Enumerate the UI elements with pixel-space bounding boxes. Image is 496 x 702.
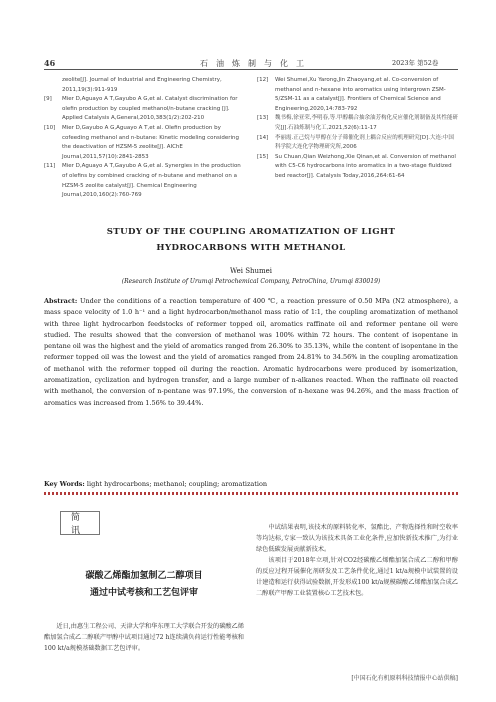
keywords-text: light hydrocarbons; methanol; coupling; aromatization [86, 480, 268, 488]
abstract-text: Under the conditions of a reaction temperature of 400 ℃, a reaction pressure of 0.50 MPa (N2 atmosphere), a mass space velocity of 1.0 h⁻¹ and a light hydrocarbon/methanol mass ratio of 1∶1, the coupling aromatization of methanol with three light hydrocarbon feedstocks of reformer topped oil, aromatics raffinate oil and reformer pentane oil were studied. The results showed that the conversion of methanol was 100% within 72 hours. The content of isopentane in pentane oil was the highest and the yield of aromatics ranged from 26.30% to 35.13%, while the content of isopentane in the reformer topped oil was the lowest and the yield of aromatics ranged from 24.81% to 34.56% in the coupling aromatization of methanol with the reformer topped oil during the reaction. Aromatic hydrocarbons were produced by isomerization, aromatization, cyclization and hydrogen transfer, and a large number of n-alkanes reacted. When the raffinate oil reacted with methanol, the conversion of n-pentane was 97.19%, the conversion of n-hexane was 94.26%, and the mass fraction of aromatics was increased from 1.56% to 39.44%. [44, 297, 459, 407]
journal-name: 石油炼制与化工 [200, 59, 312, 68]
news-headline-line2: 通过中试考核和工艺包评审 [89, 588, 198, 598]
issue-info: 2023年 第52卷 [392, 59, 439, 67]
reference-text: Mier D,Gayubo A G,Aguayo A T,et al. Olefin production by cofeeding methanol and n-butane: Kinetic modeling considering the deactivation of HZSM-5 zeolite[J]. AIChE Journal,2011,57(10):2841-2853 [62, 124, 240, 160]
reference-number: [11] [44, 163, 56, 170]
reference-item [257, 134, 459, 153]
reference-text: Mier D,Aguayo A T,Gayubo A G,et al. Catalyst discrimination for olefin production by coupled methanol/n-butane cracking [J]. Applied Catalysis A,General,2010,383(1/2):202-210 [62, 96, 238, 122]
reference-text: Mier D,Aguayo A T,Gayubo A G,et al. Synergies in the production of olefins by combined cracking of n-butane and methanol on a HZSM-5 zeolite catalyst[J]. Chemical Engineering Journal,2010,160(2):760-769 [62, 163, 241, 199]
reference-number: [15] [257, 153, 269, 160]
english-title-line1: STUDY OF THE COUPLING AROMATIZATION OF LIGHT [106, 227, 396, 237]
page-number: 46 [44, 58, 56, 68]
reference-item [44, 76, 246, 95]
reference-text: 魏书梅,徐亚荣,李明春,等.甲醇耦合抽余油芳构化反应催化剂制备及其性能研究[J].石油炼制与化工,2021,52(6):11-17 [275, 115, 458, 131]
reference-item [257, 114, 459, 133]
news-paragraph-2: 该项目于2018年立项,针对CO2经碳酸乙烯酯加氢合成乙二醇和甲醇的反应过程开展催化剂研发及工艺条件优化,通过1 kt/a规模中试装置的设计建造和运行获得试验数据,开发形成100 kt/a规模碳酸乙烯酯加氢合成乙二醇联产甲醇工业装置核心工艺技术包。 [256, 557, 458, 597]
reference-number: [13] [257, 115, 269, 122]
reference-text: zeolite[J]. Journal of Industrial and Engineering Chemistry, 2011,19(3):911-919 [62, 77, 222, 93]
reference-text: Su Chuan,Qian Weizhong,Xie Qinan,et al. Conversion of methanol with C5-C6 hydrocarbons into aromatics in a two-stage fluidized bed reactor[J]. Catalysis Today,2016,264:61-64 [275, 153, 456, 179]
news-headline-line1: 碳酸乙烯酯加氢制乙二醇项目 [85, 571, 203, 581]
decorative-divider [44, 492, 458, 495]
reference-item [257, 153, 459, 182]
news-body-left: 近日,由惠生工程公司、天津大学和华东理工大学联合开发的碳酸乙烯酯加氢合成乙二醇联产甲醇中试项目通过72 h连续满负荷运行性能考核和100 kt/a规模基础数据工艺包评审。 [44, 623, 244, 652]
reference-text: 李丽霞.正己烷与甲醇在分子筛催化剂上耦合反应的机理研究[D].大连:中国科学院大连化学物理研究所,2006 [275, 134, 454, 151]
reference-number: [12] [257, 77, 269, 83]
english-title-line2: HYDROCARBONS WITH METHANOL [156, 243, 346, 253]
keywords-label: Key Words: [44, 480, 85, 488]
reference-number: [9] [44, 96, 52, 103]
abstract-label: Abstract: [44, 297, 78, 305]
abstract [44, 296, 458, 409]
reference-item [44, 95, 246, 124]
keywords [44, 480, 458, 488]
reference-number: [10] [44, 124, 56, 131]
news-source: [中国石化有机原料科技情报中心站供稿] [351, 675, 458, 682]
news-paragraph-1: 中试结果表明,该技术的原料转化率、氢酯比、产物选择性和时空收率等均达标,专家一致认为该技术具备工业化条件,应加快新技术推广,为行业绿色低碳发展贡献新技术。 [256, 524, 458, 553]
reference-item [257, 76, 459, 114]
reference-number: [14] [257, 134, 269, 141]
news-body-right [256, 522, 458, 599]
references-left-column [44, 76, 246, 201]
author-affiliation: (Research Institute of Urumqi Petrochemical Company, PetroChina, Urumqi 830019) [121, 278, 381, 285]
author-name: Wei Shumei [229, 267, 273, 275]
reference-item [44, 124, 246, 162]
reference-item [44, 162, 246, 200]
header-rule [44, 69, 458, 70]
news-box-label: 简讯 [60, 511, 100, 535]
reference-text: Wei Shumei,Xu Yarong,Jin Zhaoyang,et al. Co-conversion of methanol and n-hexane into aromatics using intergrown ZSM-5/ZSM-11 as a catalyst[J]. Frontiers of Chemical Science and Engineering,2020,14:783-792 [275, 77, 446, 112]
references-right-column [257, 76, 459, 182]
